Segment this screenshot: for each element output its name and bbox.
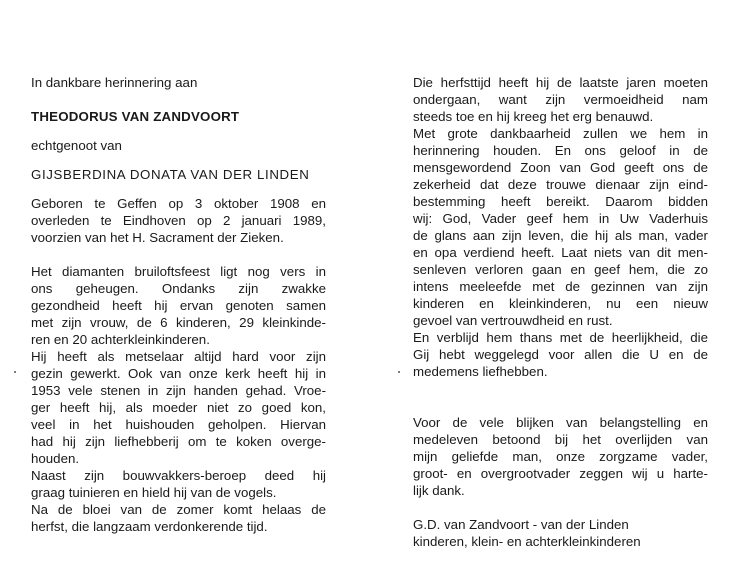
paragraph-line: herfst, die langzaam verdonkerende tijd.	[31, 519, 268, 534]
signature-line: kinderen, klein- en achterkleinkinderen	[413, 534, 641, 549]
paragraph-line: 1953 vele stenen in zijn handen gehad. Vroe-	[31, 383, 326, 398]
paragraph-line: graag tuinieren en hield hij van de vogels.	[31, 485, 277, 500]
paragraph-line: Hij heeft als metselaar altijd hard voor zijn	[31, 349, 326, 364]
life-story-paragraph	[31, 263, 326, 535]
paragraph-line: houden.	[31, 451, 80, 466]
paragraph-line: medeleven betoond bij het overlijden van	[413, 432, 708, 447]
intro-text: In dankbare herinnering aan	[31, 75, 198, 90]
paragraph-line: Voor de vele blijken van belangstelling en	[413, 415, 708, 430]
paragraph-line: gevoel van vertrouwdheid en rust.	[413, 313, 613, 328]
signature-line: G.D. van Zandvoort - van der Linden	[413, 517, 629, 532]
paragraph-line: steeds toe en hij kreeg het erg benauwd.	[413, 109, 654, 124]
paragraph-line: had hij zijn liefhebberij om te koken overge-	[31, 434, 326, 449]
paragraph-line: met zijn vrouw, de 6 kinderen, 29 kleinkinde-	[31, 315, 326, 330]
paragraph-line: gezin gewerkt. Ook van onze kerk heeft hij in	[31, 366, 326, 381]
paragraph-line: Gij hebt weggelegd voor allen die U en de	[413, 347, 708, 362]
paragraph-line: de glans aan zijn leven, die hij als man, vader	[413, 228, 708, 243]
spouse-name: GIJSBERDINA DONATA VAN DER LINDEN	[31, 167, 310, 182]
paragraph-line: Het diamanten bruiloftsfeest ligt nog vers in	[31, 264, 326, 279]
paragraph-line: senleven verloren gaan en geef hem, die zo	[413, 262, 708, 277]
paragraph-line: mijn geliefde man, onze zorgzame vader,	[413, 449, 708, 464]
paragraph-line: voorzien van het H. Sacrament der Zieken.	[31, 230, 284, 245]
scan-speck	[14, 371, 16, 373]
paragraph-line: en opa verdiend heeft. Laat niets van dit men-	[413, 245, 708, 260]
paragraph-line: ons geheugen. Ondanks zijn zwakke	[31, 281, 326, 296]
scan-speck	[398, 371, 400, 373]
deceased-name: THEODORUS VAN ZANDVOORT	[31, 109, 240, 124]
paragraph-line: mensgewordend Zoon van God geeft ons de	[413, 160, 708, 175]
paragraph-line: overleden te Eindhoven op 2 januari 1989,	[31, 213, 326, 228]
signature-block	[413, 516, 708, 550]
paragraph-line: Naast zijn bouwvakkers-beroep deed hij	[31, 468, 326, 483]
right-column	[413, 74, 708, 550]
spouse-label: echtgenoot van	[31, 138, 122, 153]
paragraph-line: Met grote dankbaarheid zullen we hem in	[413, 126, 708, 141]
paragraph-line: bestemming heeft bereikt. Daarom bidden	[413, 194, 708, 209]
paragraph-line: intens meeleefde met de gezinnen van zijn	[413, 279, 708, 294]
paragraph-line: medemens liefhebben.	[413, 364, 548, 379]
paragraph-line: kinderen en kleinkinderen, nu een nieuw	[413, 296, 708, 311]
paragraph-line: wij: God, Vader geef hem in Uw Vaderhuis	[413, 211, 708, 226]
paragraph-line: zekerheid dat deze trouwe dienaar zijn eind-	[413, 177, 708, 192]
paragraph-line: veel in het huishouden geholpen. Hiervan	[31, 417, 326, 432]
paragraph-line: ren en 20 achterkleinkinderen.	[31, 332, 210, 347]
paragraph-line: Geboren te Geffen op 3 oktober 1908 en	[31, 196, 326, 211]
paragraph-line: ondergaan, want zijn vermoeidheid nam	[413, 92, 708, 107]
faith-paragraph	[413, 74, 708, 380]
birth-paragraph	[31, 195, 326, 246]
paragraph-line: En verblijd hem thans met de heerlijkheid, die	[413, 330, 708, 345]
paragraph-line: Na de bloei van de zomer komt helaas de	[31, 502, 326, 517]
paragraph-line: gezondheid heeft hij ervan genoten samen	[31, 298, 326, 313]
paragraph-line: ger heeft hij, als moeder niet zo goed kon,	[31, 400, 326, 415]
paragraph-line: lijk dank.	[413, 483, 465, 498]
thanks-paragraph	[413, 414, 708, 499]
left-column	[31, 74, 326, 535]
paragraph-line: Die herfsttijd heeft hij de laatste jaren moeten	[413, 75, 708, 90]
paragraph-line: groot- en overgrootvader zeggen wij u harte-	[413, 466, 708, 481]
paragraph-line: herinnering houden. En ons geloof in de	[413, 143, 708, 158]
